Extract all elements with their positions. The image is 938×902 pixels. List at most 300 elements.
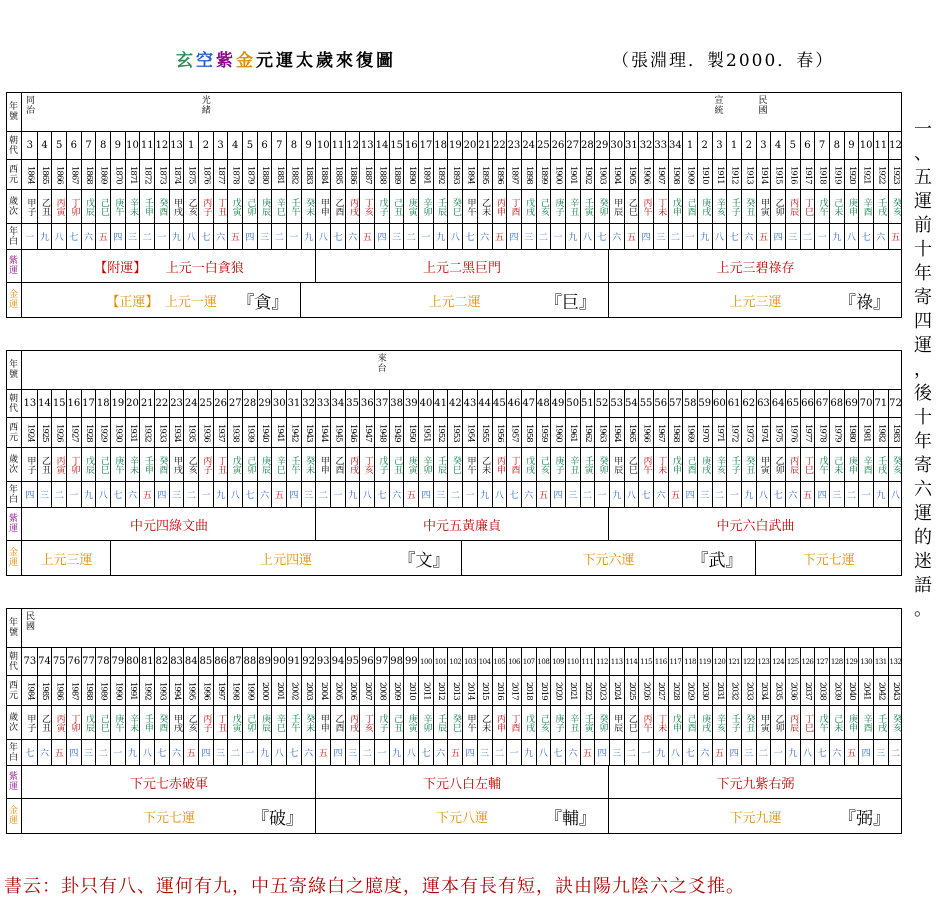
reign-year: 128	[830, 648, 845, 675]
year-star: 六	[258, 482, 273, 507]
ganzhi-year: 乙酉	[331, 190, 346, 223]
year-star: 四	[683, 482, 698, 507]
western-year: 2029	[683, 676, 698, 705]
western-year: 1973	[742, 418, 757, 447]
western-year: 1977	[801, 418, 816, 447]
reign-year: 83	[170, 648, 185, 675]
reign-year: 6	[67, 132, 82, 159]
row-label: 朝 代	[6, 648, 22, 675]
ganzhi-year: 己酉	[683, 706, 698, 739]
ganzhi-year: 戊寅	[228, 706, 243, 739]
ganzhi-year: 庚寅	[404, 190, 419, 223]
year-star: 九	[830, 224, 845, 249]
western-year: 1981	[859, 418, 874, 447]
year-star: 四	[331, 740, 346, 765]
ganzhi-year: 乙丑	[38, 448, 53, 481]
reign-year: 29	[595, 132, 610, 159]
star-period	[316, 250, 609, 282]
year-star: 九	[566, 224, 581, 249]
year-star: 五	[581, 740, 596, 765]
reign-year: 7	[82, 132, 97, 159]
ganzhi-year: 丙子	[199, 190, 214, 223]
luck-period	[463, 541, 756, 575]
ganzhi-year: 丁未	[654, 190, 669, 223]
western-year: 1885	[331, 160, 346, 189]
western-year: 1966	[639, 418, 654, 447]
reign-year: 3	[757, 132, 772, 159]
side-note: 一 、 五 運 前 十 年 寄 四 運 ， 後 十 年 寄 六 運 的 迷 語 。	[914, 119, 932, 620]
period-label: 【正運】 上元一運	[106, 294, 217, 310]
reign-year: 39	[404, 390, 419, 417]
star-period	[23, 250, 316, 282]
western-year: 2036	[786, 676, 801, 705]
western-year: 2037	[801, 676, 816, 705]
reign-year: 113	[610, 648, 625, 675]
year-star: 七	[727, 224, 742, 249]
year-star: 七	[287, 740, 302, 765]
ganzhi-year: 癸巳	[448, 448, 463, 481]
western-year: 1945	[331, 418, 346, 447]
year-star: 六	[478, 224, 493, 249]
era-name: 同 治	[26, 96, 36, 116]
western-year: 2013	[448, 676, 463, 705]
ganzhi-year: 戊午	[815, 448, 830, 481]
reign-year: 1	[727, 132, 742, 159]
reign-year: 59	[698, 390, 713, 417]
reign-year: 7	[815, 132, 830, 159]
reign-year: 25	[199, 390, 214, 417]
western-year: 1911	[713, 160, 728, 189]
reign-year: 66	[801, 390, 816, 417]
western-year: 1998	[228, 676, 243, 705]
western-year: 2018	[522, 676, 537, 705]
ganzhi-year: 壬午	[287, 190, 302, 223]
reign-year: 70	[859, 390, 874, 417]
reign-year: 84	[184, 648, 199, 675]
reign-year: 8	[287, 132, 302, 159]
ganzhi-year: 丁卯	[67, 190, 82, 223]
band-2	[6, 350, 902, 576]
ganzhi-year: 丁卯	[67, 706, 82, 739]
ganzhi-year: 戊午	[815, 706, 830, 739]
western-year: 2042	[874, 676, 889, 705]
western-year: 1917	[801, 160, 816, 189]
western-year: 1868	[82, 160, 97, 189]
western-year: 1874	[170, 160, 185, 189]
reign-year: 129	[845, 648, 860, 675]
ganzhi-year: 癸未	[302, 190, 317, 223]
western-year: 1880	[258, 160, 273, 189]
year-star: 六	[830, 740, 845, 765]
year-star: 八	[493, 482, 508, 507]
year-star: 五	[537, 482, 552, 507]
year-star: 六	[610, 224, 625, 249]
western-year: 1982	[874, 418, 889, 447]
reign-year: 4	[38, 132, 53, 159]
reign-year: 24	[522, 132, 537, 159]
year-star: 一	[199, 482, 214, 507]
row-nianbai	[6, 740, 902, 766]
year-star: 八	[537, 740, 552, 765]
western-year: 1941	[272, 418, 287, 447]
row-label: 年 號	[6, 608, 22, 647]
ganzhi-year: 己丑	[390, 448, 405, 481]
western-year: 1890	[404, 160, 419, 189]
reign-year: 54	[625, 390, 640, 417]
year-star: 三	[478, 740, 493, 765]
reign-year: 77	[82, 648, 97, 675]
reign-year: 38	[390, 390, 405, 417]
western-year: 1994	[170, 676, 185, 705]
ganzhi-year: 甲寅	[757, 190, 772, 223]
year-star: 九	[610, 482, 625, 507]
reign-year: 101	[434, 648, 449, 675]
reign-year: 90	[272, 648, 287, 675]
ganzhi-year: 癸未	[302, 448, 317, 481]
year-star: 六	[38, 740, 53, 765]
reign-year: 9	[845, 132, 860, 159]
ganzhi-year: 庚午	[111, 706, 126, 739]
era-name: 來 台	[377, 354, 387, 374]
reign-year: 81	[140, 648, 155, 675]
western-year: 1919	[830, 160, 845, 189]
reign-year: 26	[551, 132, 566, 159]
ganzhi-year: 丙申	[493, 448, 508, 481]
western-year: 2002	[287, 676, 302, 705]
reign-year: 69	[845, 390, 860, 417]
ganzhi-year: 己亥	[537, 448, 552, 481]
reign-year: 11	[140, 132, 155, 159]
western-year: 1896	[493, 160, 508, 189]
western-year: 1895	[478, 160, 493, 189]
reign-year: 63	[757, 390, 772, 417]
reign-year: 36	[360, 390, 375, 417]
year-star: 八	[96, 482, 111, 507]
year-star: 四	[595, 740, 610, 765]
ganzhi-year: 乙酉	[331, 448, 346, 481]
year-star: 二	[713, 482, 728, 507]
year-star: 一	[419, 224, 434, 249]
period-label: 下元八白左輔	[422, 776, 501, 792]
western-year: 1867	[67, 160, 82, 189]
ganzhi-year: 戊申	[669, 706, 684, 739]
year-star: 二	[845, 482, 860, 507]
western-year: 1969	[683, 418, 698, 447]
reign-year: 13	[360, 132, 375, 159]
western-year: 2023	[595, 676, 610, 705]
ganzhi-year: 戊辰	[82, 448, 97, 481]
period-label: 上元三運	[40, 552, 93, 568]
year-star: 四	[463, 740, 478, 765]
reign-year: 8	[96, 132, 111, 159]
era-name: 民 國	[26, 612, 36, 632]
reign-year: 65	[786, 390, 801, 417]
western-year: 1979	[830, 418, 845, 447]
western-year: 1909	[683, 160, 698, 189]
ganzhi-year: 辛巳	[272, 448, 287, 481]
year-star: 九	[522, 740, 537, 765]
reign-year: 21	[478, 132, 493, 159]
year-star: 九	[170, 224, 185, 249]
reign-year: 58	[683, 390, 698, 417]
western-year: 1872	[140, 160, 155, 189]
ganzhi-year: 乙巳	[625, 190, 640, 223]
year-star: 一	[595, 482, 610, 507]
year-star: 六	[698, 740, 713, 765]
reign-year: 127	[815, 648, 830, 675]
year-star: 八	[404, 740, 419, 765]
ganzhi-year: 癸未	[302, 706, 317, 739]
ganzhi-year: 辛丑	[566, 448, 581, 481]
luck-period	[23, 799, 316, 833]
reign-year: 21	[140, 390, 155, 417]
reign-year: 7	[272, 132, 287, 159]
western-year: 1991	[126, 676, 141, 705]
ganzhi-year: 辛亥	[713, 706, 728, 739]
western-year: 1920	[845, 160, 860, 189]
ganzhi-year: 甲戌	[170, 706, 185, 739]
year-star: 六	[742, 224, 757, 249]
reign-year: 103	[463, 648, 478, 675]
year-star: 三	[214, 740, 229, 765]
ganzhi-year: 癸酉	[155, 448, 170, 481]
year-star: 三	[610, 740, 625, 765]
period-label: 上元三運	[729, 294, 782, 310]
ganzhi-year: 戊辰	[82, 190, 97, 223]
western-year: 1893	[448, 160, 463, 189]
ganzhi-year: 戊戌	[522, 448, 537, 481]
ganzhi-year: 癸丑	[742, 448, 757, 481]
ganzhi-year: 戊子	[375, 190, 390, 223]
period-keyword: 『破』	[252, 808, 303, 829]
row-label: 紫 運	[6, 766, 22, 798]
row-label: 紫 運	[6, 250, 22, 282]
western-year: 1944	[316, 418, 331, 447]
ganzhi-year: 丁巳	[801, 706, 816, 739]
ganzhi-year: 壬辰	[434, 706, 449, 739]
western-year: 1914	[757, 160, 772, 189]
year-star: 四	[815, 482, 830, 507]
year-star: 八	[890, 491, 900, 501]
ganzhi-year: 癸亥	[890, 713, 901, 732]
western-year: 2014	[463, 676, 478, 705]
reign-year: 50	[566, 390, 581, 417]
reign-year: 28	[243, 390, 258, 417]
reign-year: 132	[889, 657, 902, 666]
row-label: 歲 次	[6, 706, 22, 739]
reign-year: 35	[346, 390, 361, 417]
western-year: 1894	[463, 160, 478, 189]
year-star: 六	[390, 482, 405, 507]
western-year: 1968	[669, 418, 684, 447]
reign-year: 14	[375, 132, 390, 159]
reign-year: 12	[346, 132, 361, 159]
western-year: 2040	[845, 676, 860, 705]
year-star: 三	[654, 224, 669, 249]
western-year: 2030	[698, 676, 713, 705]
year-star: 二	[52, 482, 67, 507]
western-year: 1995	[184, 676, 199, 705]
period-label: 下元七赤破軍	[129, 776, 208, 792]
reign-year: 85	[199, 648, 214, 675]
reign-year: 34	[669, 132, 684, 159]
year-star: 七	[23, 740, 38, 765]
western-year: 1869	[96, 160, 111, 189]
year-star: 八	[581, 224, 596, 249]
row-label: 西 元	[6, 418, 22, 447]
row-label: 年 白	[6, 482, 22, 507]
western-year: 1900	[551, 160, 566, 189]
year-star: 四	[23, 482, 38, 507]
year-star: 一	[287, 224, 302, 249]
ganzhi-year: 癸酉	[155, 190, 170, 223]
ganzhi-year: 乙丑	[38, 706, 53, 739]
reign-year: 76	[67, 648, 82, 675]
year-star: 一	[375, 740, 390, 765]
year-star: 四	[507, 224, 522, 249]
year-star: 八	[52, 224, 67, 249]
reign-year: 2	[742, 132, 757, 159]
reign-year: 112	[595, 648, 610, 675]
western-year: 2012	[434, 676, 449, 705]
ganzhi-year: 庚子	[551, 448, 566, 481]
ganzhi-year: 丙寅	[52, 190, 67, 223]
star-period	[316, 508, 609, 540]
western-year: 1918	[815, 160, 830, 189]
western-year: 1925	[38, 418, 53, 447]
ganzhi-year: 己巳	[96, 190, 111, 223]
western-year: 1913	[742, 160, 757, 189]
western-year: 2000	[258, 676, 273, 705]
reign-year: 12	[889, 140, 902, 151]
row-label: 年 號	[6, 350, 22, 389]
western-year: 1871	[126, 160, 141, 189]
reign-year: 27	[566, 132, 581, 159]
year-star: 四	[375, 224, 390, 249]
ganzhi-year: 辛未	[126, 448, 141, 481]
reign-year: 57	[669, 390, 684, 417]
year-star: 四	[419, 482, 434, 507]
reign-year: 99	[404, 648, 419, 675]
ganzhi-year: 丙申	[493, 190, 508, 223]
western-year: 1886	[346, 160, 361, 189]
year-star: 三	[830, 482, 845, 507]
ganzhi-year: 壬子	[727, 706, 742, 739]
period-label: 下元七運	[142, 810, 195, 826]
reign-year: 100	[419, 648, 434, 675]
ganzhi-year: 丙辰	[786, 190, 801, 223]
year-star: 二	[801, 224, 816, 249]
year-star: 六	[82, 224, 97, 249]
western-year: 1926	[52, 418, 67, 447]
western-year: 1943	[302, 418, 317, 447]
year-star: 八	[845, 224, 860, 249]
reign-year: 123	[757, 648, 772, 675]
reign-year: 107	[522, 648, 537, 675]
western-year: 1903	[595, 160, 610, 189]
western-year: 2039	[830, 676, 845, 705]
reign-year: 106	[507, 648, 522, 675]
ganzhi-year: 庚戌	[698, 190, 713, 223]
western-year: 2001	[272, 676, 287, 705]
western-year: 1937	[214, 418, 229, 447]
reign-year: 6	[258, 132, 273, 159]
ganzhi-year: 丁巳	[801, 448, 816, 481]
reign-year: 24	[184, 390, 199, 417]
western-year: 1881	[272, 160, 287, 189]
western-year: 1935	[184, 418, 199, 447]
western-year: 1948	[375, 418, 390, 447]
western-year: 1952	[434, 418, 449, 447]
ganzhi-year: 己未	[830, 190, 845, 223]
western-year: 1957	[507, 418, 522, 447]
period-label: 上元三碧祿存	[716, 260, 795, 276]
reign-year: 13	[23, 390, 38, 417]
luck-period	[23, 283, 301, 317]
star-period	[23, 508, 316, 540]
luck-period	[609, 283, 902, 317]
ganzhi-year: 庚辰	[258, 448, 273, 481]
period-keyword: 『輔』	[545, 808, 596, 829]
reign-year: 109	[551, 648, 566, 675]
year-star: 九	[258, 740, 273, 765]
year-star: 九	[478, 482, 493, 507]
reign-year: 14	[38, 390, 53, 417]
ganzhi-year: 癸酉	[155, 706, 170, 739]
ganzhi-year: 癸卯	[595, 190, 610, 223]
reign-year: 41	[434, 390, 449, 417]
western-year: 1936	[199, 418, 214, 447]
ganzhi-year: 庚戌	[698, 448, 713, 481]
reign-year: 124	[771, 648, 786, 675]
ganzhi-year: 甲寅	[757, 706, 772, 739]
year-star: 六	[786, 482, 801, 507]
western-year: 1897	[507, 160, 522, 189]
western-year: 1912	[727, 160, 742, 189]
ganzhi-year: 辛卯	[419, 448, 434, 481]
ganzhi-year: 己未	[830, 448, 845, 481]
reign-year: 10	[316, 132, 331, 159]
title-char: 金	[236, 51, 256, 71]
reign-year: 12	[155, 132, 170, 159]
reign-year: 125	[786, 648, 801, 675]
ganzhi-year: 戊子	[375, 448, 390, 481]
western-year: 1997	[214, 676, 229, 705]
reign-year: 22	[493, 132, 508, 159]
ganzhi-year: 癸卯	[595, 706, 610, 739]
row-label: 年 白	[6, 740, 22, 765]
period-label: 下元九運	[729, 810, 782, 826]
western-year: 1923	[890, 165, 901, 184]
reign-year: 94	[331, 648, 346, 675]
year-star: 三	[38, 482, 53, 507]
western-year: 2010	[404, 676, 419, 705]
ganzhi-year: 癸丑	[742, 706, 757, 739]
western-year: 2028	[669, 676, 684, 705]
year-star: 四	[859, 740, 874, 765]
year-star: 五	[757, 224, 772, 249]
year-star: 三	[170, 482, 185, 507]
reign-year: 37	[375, 390, 390, 417]
ganzhi-year: 丁丑	[214, 190, 229, 223]
row-nianbai	[6, 224, 902, 250]
ganzhi-year: 戊戌	[522, 190, 537, 223]
ganzhi-year: 丁卯	[67, 448, 82, 481]
luck-period	[111, 541, 463, 575]
reign-year: 10	[126, 132, 141, 159]
reign-year: 11	[874, 132, 889, 159]
reign-year: 93	[316, 648, 331, 675]
